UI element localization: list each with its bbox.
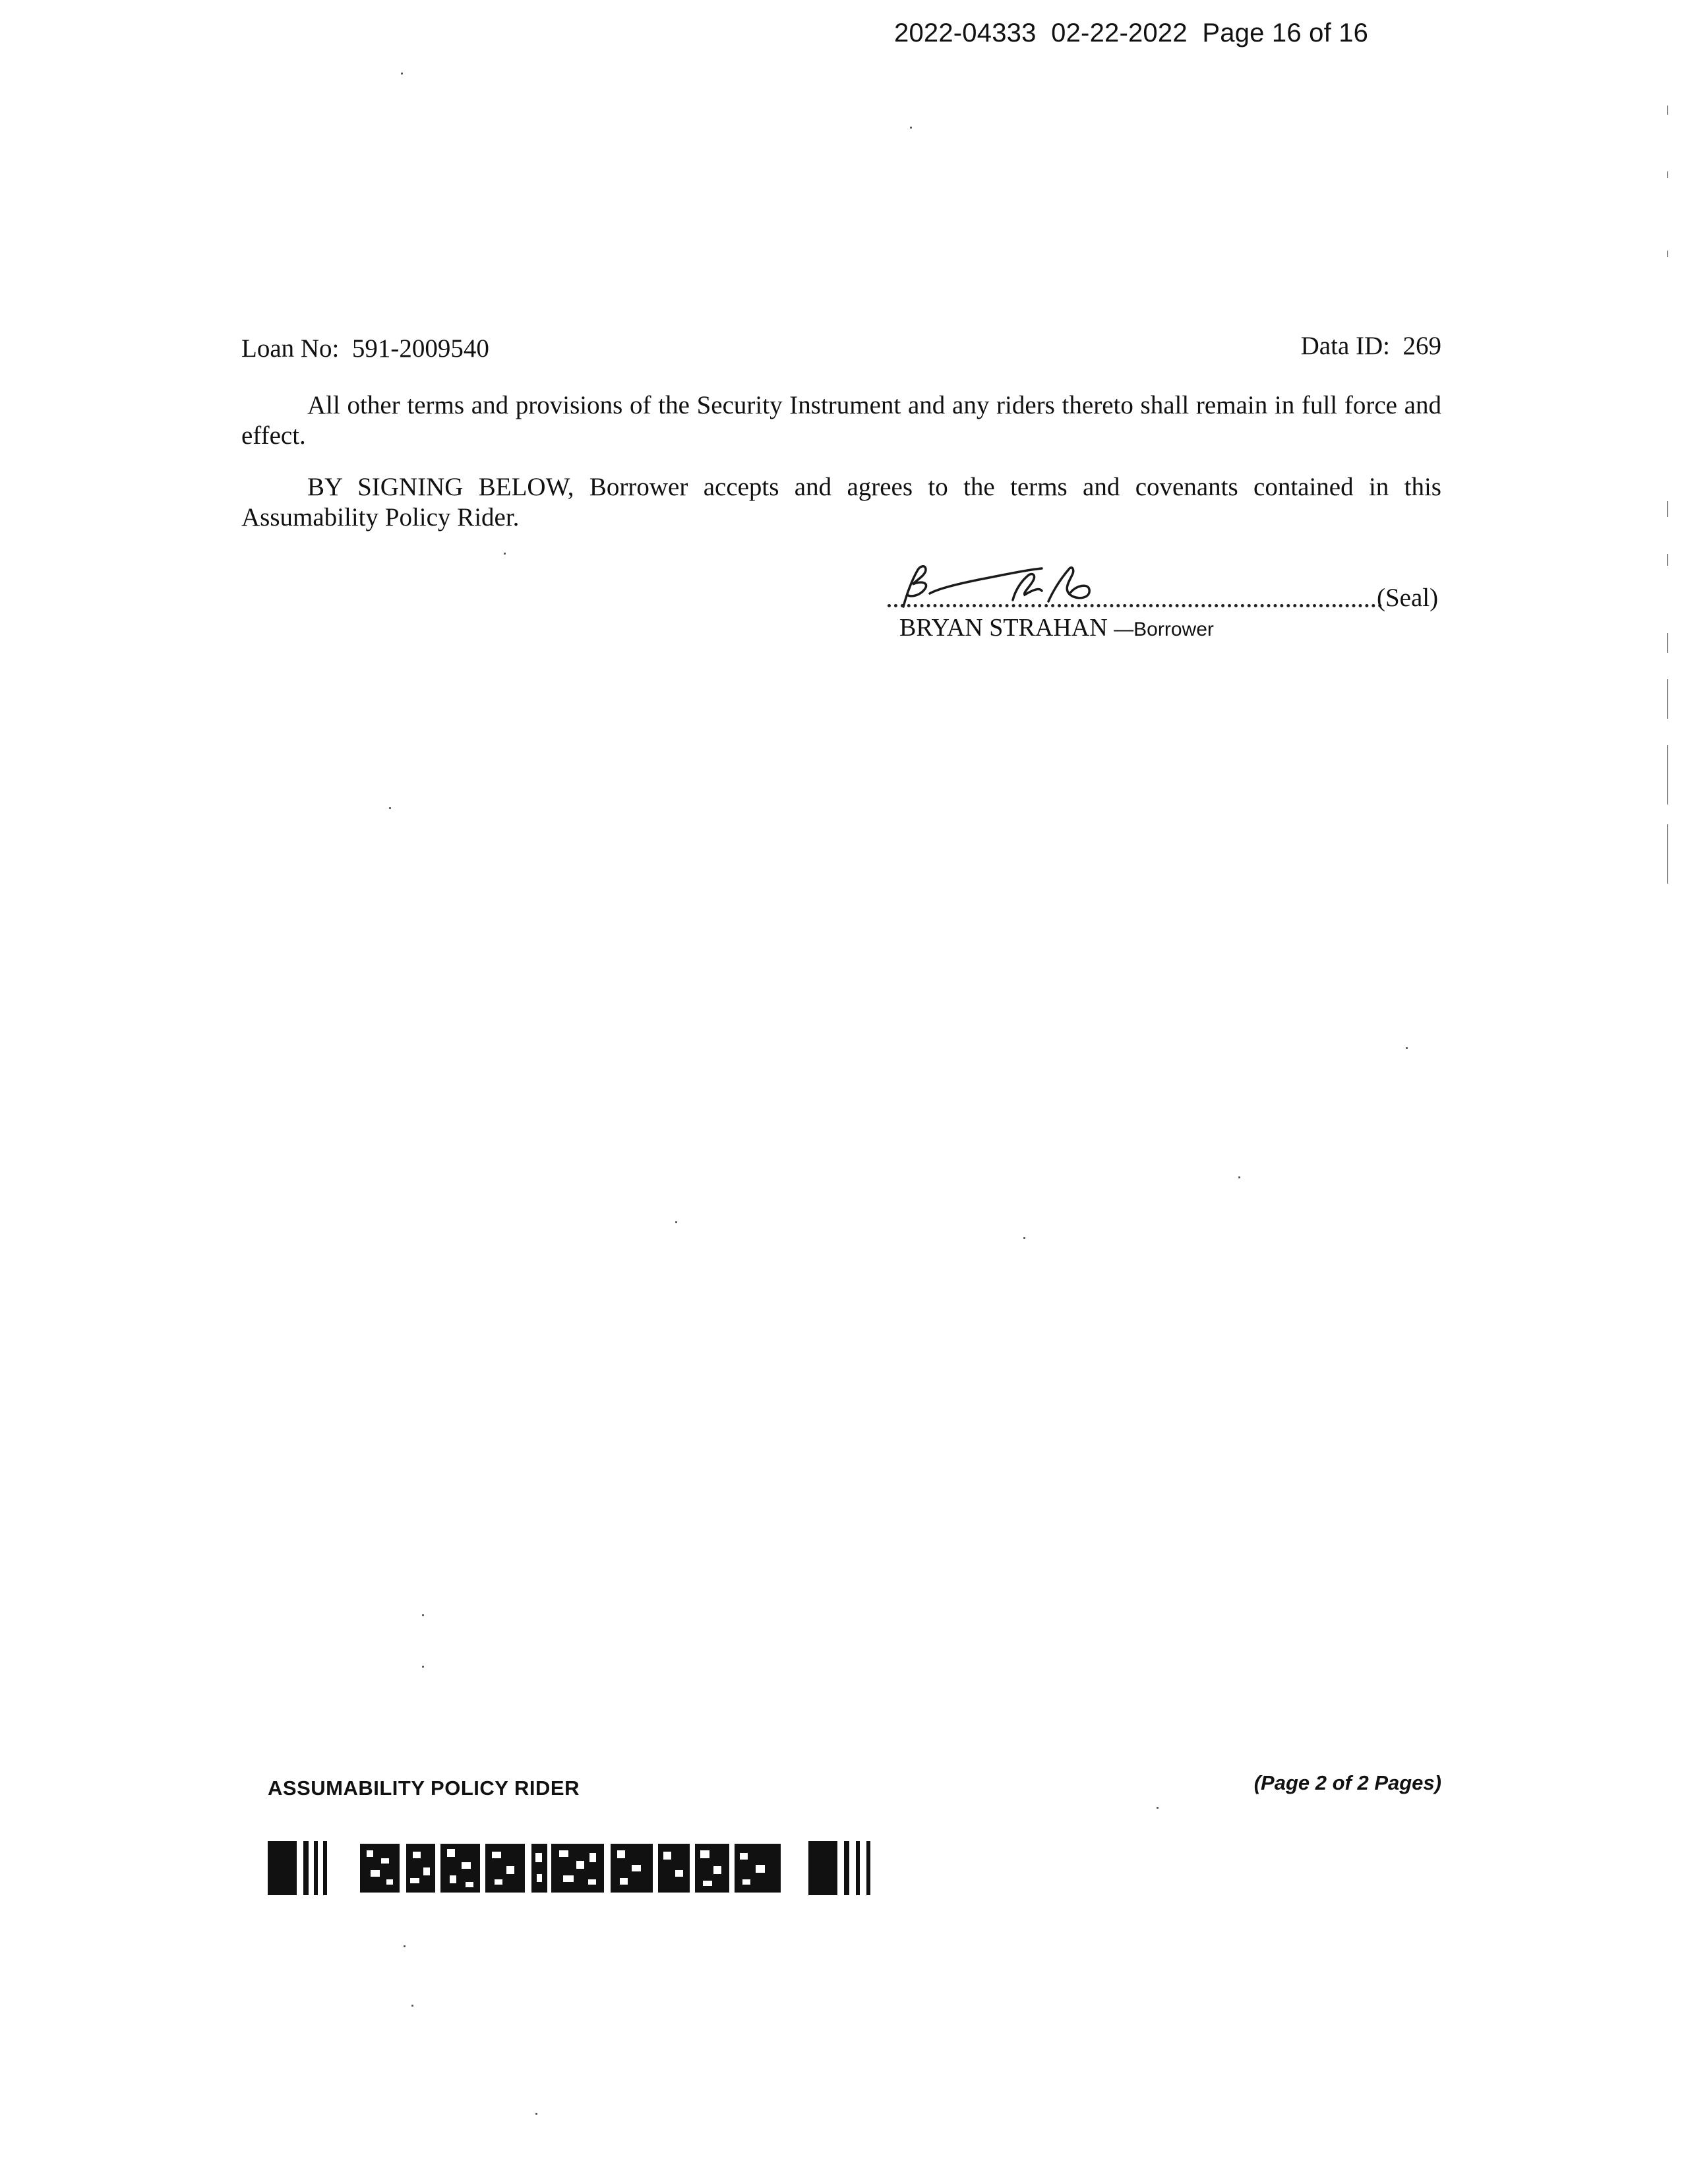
signature-line xyxy=(888,584,1382,607)
borrower-role: —Borrower xyxy=(1114,619,1214,640)
scan-edge-mark xyxy=(1667,171,1668,178)
loan-number: Loan No: 591-2009540 xyxy=(241,334,489,363)
signing-paragraph: BY SIGNING BELOW, Borrower accepts and agrees to the terms and covenants contained in this Assumability Policy Rider. xyxy=(241,473,1441,531)
footer-title: ASSUMABILITY POLICY RIDER xyxy=(268,1776,580,1800)
scan-speck xyxy=(411,2005,413,2007)
borrower-name-line xyxy=(899,613,1214,642)
footer-page-info: (Page 2 of 2 Pages) xyxy=(1253,1771,1441,1794)
scan-speck xyxy=(535,2113,537,2115)
scan-speck xyxy=(422,1666,424,1668)
seal-label: (Seal) xyxy=(1377,584,1439,612)
scan-speck xyxy=(401,73,403,75)
borrower-name: BRYAN STRAHAN xyxy=(899,614,1108,642)
scan-speck xyxy=(1238,1176,1240,1178)
scan-speck xyxy=(910,127,912,129)
scan-speck xyxy=(404,1945,406,1947)
scan-speck xyxy=(675,1221,677,1223)
scan-speck xyxy=(1157,1807,1159,1809)
scan-speck xyxy=(389,807,391,809)
data-id: Data ID: 269 xyxy=(1300,332,1441,360)
scan-speck xyxy=(422,1614,424,1616)
scan-speck xyxy=(1406,1047,1408,1049)
scan-speck xyxy=(504,553,506,555)
recording-stamp: 2022-04333 02-22-2022 Page 16 of 16 xyxy=(894,18,1369,47)
scan-edge-mark xyxy=(1667,554,1668,566)
document-barcode xyxy=(268,1838,901,1898)
scan-edge-mark xyxy=(1667,251,1668,257)
scan-edge-mark xyxy=(1667,745,1668,804)
scan-edge-mark xyxy=(1667,679,1668,719)
scan-edge-mark xyxy=(1667,824,1668,884)
scan-edge-mark xyxy=(1667,633,1668,653)
terms-paragraph: All other terms and provisions of the Security Instrument and any riders thereto shall remain in full force and effect. xyxy=(241,391,1441,450)
scan-speck xyxy=(1023,1237,1025,1239)
scan-edge-mark xyxy=(1667,106,1668,115)
scan-edge-mark xyxy=(1667,501,1668,517)
signature-block xyxy=(884,561,1451,646)
